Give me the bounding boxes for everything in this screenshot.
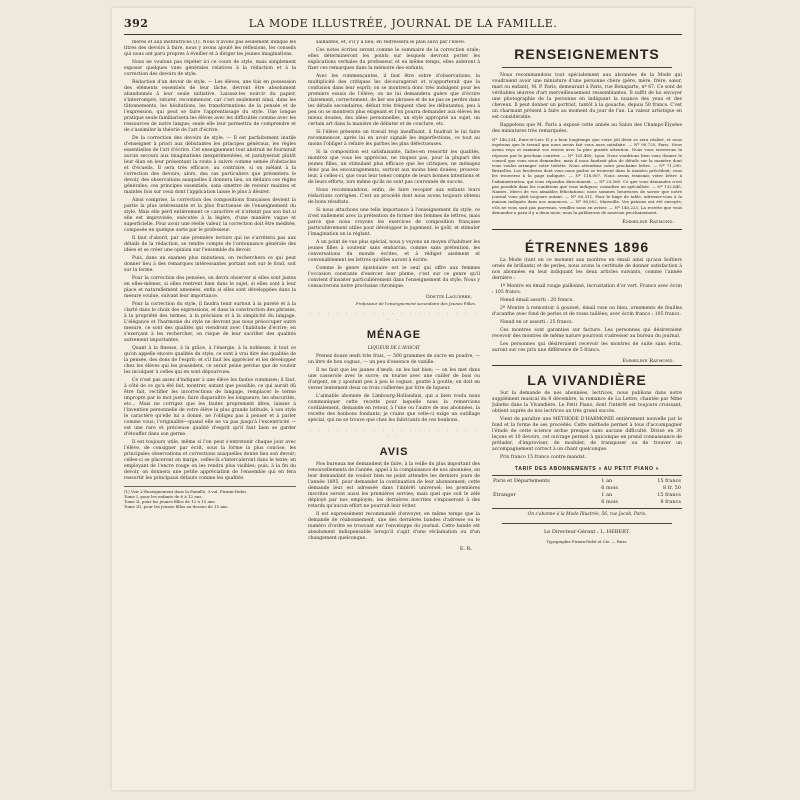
footnote: Tome II, pour les jeunes filles de 12 à 15 ans. xyxy=(124,499,216,504)
paragraph: A un point de vue plus spécial, nous y voyons un moyen d'habituer les jeunes filles à soutenir sans embarras, comme sans prétention, les conversations du monde écrites, et à rédiger aisément et convenablement les lettres qu'elles auront à écrire. xyxy=(308,240,480,263)
tarif-region xyxy=(492,499,600,506)
paragraph: Avec les commençantes, il faut être sobre d'observations; la multiplicité des critiques les découragerait et n'apporterait que la confusion dans leur esprit; on se montrera donc très indulgent pour les premiers essais de l'élève; on ne lui demandera guère que d'écrire clairement, correctement, de lier ses phrases et de ne pas se perdre dans les détails secondaires, défaut très fréquent chez les débutantes; peu à peu on se montrera plus exigeant et l'on pourra demander aux élèves les mieux douées, des idées personnelles, un style approprié au sujet, un certain art dans la manière de débuter et de conclure, etc. xyxy=(308,74,480,127)
paragraph: Ce n'est pas assez d'indiquer à une élève les fautes commises; il faut, à côté de ce qu'a été fait, montrer, autant que possible, ce qui aurait dû être fait, rectifier les incorrections de langage, remplacer le terme impropre par le mot juste, faire disparaître les longueurs, les obscurités, etc... Mais ne corrigez que les fautes proprement dites, laissez à l'invention personnelle de votre élève la plus grande latitude, à son style le caractère qu'elle lui a donné, ne l'obligez pas à penser et à parler comme vous; l'originalité—quand elle ne va pas jusqu'à l'excentricité — est une rare et précieuse qualité d'esprit qu'il faut bien se garder d'étouffer dans son germe. xyxy=(124,378,296,437)
paragraph: Comme le genre épistolaire est le seul qui offre aux femmes l'occasion constante d'exercer leur plume, c'est sur ce genre qu'il convient d'insister particulièrement dans l'enseignement du style. Nous y consacrerons notre prochaine chronique. xyxy=(308,266,480,289)
footnotes xyxy=(124,486,296,509)
paragraph: L'aimable abonnée de Limbourg-Hollandais, qui a bien voulu nous communiquer cette recette pour laquelle nous la remercions cordialement, demande en retour, à l'une ou l'autre de nos abonnées, la recette des bonbons fondants; je crains que celle-ci exige un outillage spécial, qui ne se trouve que chez les fabricants de ces bonbons. xyxy=(308,394,480,423)
section-title-vivandiere: LA VIVANDIÈRE xyxy=(527,372,647,389)
tarif-region xyxy=(492,485,600,492)
paragraph: Pour la correction des pensées, on devra observer si elles sont justes en elles-mêmes, si elles rentrent bien dans le sujet, si elles sont à leur place et naturellement amenées, enfin si elles sont développées dans la mesure voulue, suivant leur importance. xyxy=(124,276,296,299)
paragraph: Nous recommandons tout spécialement aux abonnées de la Mode qui voudraient avoir une miniature d'une personne chère (père, mère, frère, sœur, mari ou enfant), M. P. Paris, demeurant à Paris, rue Bonaparte, nº 67. Ce sont de véritables œuvres d'art merveilleusement ressemblantes. Il suffit de lui envoyer une photographie de la personne en indiquant la nuance des yeux et des cheveux. Il peut donner un portrait, tantôt à la gouache, depuis 50 francs. C'est un charmant présent à faire au moment du jour de l'an. La valeur artistique en est considérable. xyxy=(492,73,682,120)
author-signature: Odette Laguerre, xyxy=(425,294,472,300)
tarif-price: 15 francs xyxy=(657,492,681,499)
paragraph: Si la composition est satisfaisante, faites-en ressortir les qualités, montrez que vous les appréciez, ne risquez pas, pour la plupart des jeunes filles, un stimulant plus efficace que les critiques; ne ménagez donc pas les encouragements, surtout aux moins bien douées; prouvez-leur, à celles-ci, que vous leur tenez compte de leurs bonnes intentions et de leurs efforts, lors même qu'ils ne sont pas couronnés de succès. xyxy=(308,150,480,185)
paragraph: Nous ne voulons pas répéter ici ce cours de style, mais simplement exposer quelques vues générales relatives à la rédaction et à la correction des devoirs de style. xyxy=(124,60,296,77)
paragraph: Les personnes qui désireraient recevoir les montres de suite sans écrin, auront sur ces prix une différence de 5 francs. xyxy=(492,342,682,354)
paragraph: Ces notes écrites seront comme le sommaire de la correction orale; elles détermineront les points sur lesquels devront porter les explications verbales du professeur, et en même temps, elles aideront à fixer ces remarques dans la mémoire des enfants. xyxy=(308,48,480,71)
paragraph: Il est expressément recommandé d'envoyer, en même temps que la demande de réabonnement, une des dernières bandes d'adresse ou le numéro d'ordre se trouvant sur l'enveloppe du journal. Cette bande est absolument indispensable lorsqu'il s'agit d'une réclamation ou d'un changement quelconque. xyxy=(308,512,480,541)
director-gerant: Le Directeur-Gérant : L. HEBERT. xyxy=(543,529,630,536)
paragraph: La Mode (tant en ce moment aux montres en émail ainsi qu'aux boîtiers ornés de brillants) et de perles, nous avons la certitude de donner satisfaction à nos abonnées en leur indiquant les deux articles suivants, comme l'année dernière : xyxy=(492,258,682,282)
paragraph: Puis, dans un examen plus minutieux, on recherchera ce qui peut donner lieu à des remarques intéressantes portant soit sur le fond, soit sur la forme. xyxy=(124,256,296,273)
etrennes-signature: Emmeline Raymond. xyxy=(622,358,674,365)
paragraph: 1º Montre en émail rouge paillonné, incrustation d'or vert. Franco avec écrin : 105 francs. xyxy=(492,284,682,296)
avis-signature: E. R. xyxy=(459,546,472,552)
journal-title: LA MODE ILLUSTRÉE, JOURNAL DE LA FAMILLE. xyxy=(248,17,558,30)
tarif-period: 6 mois xyxy=(601,499,618,506)
paragraph: saillantes, et, s'il y a lieu, en redressera le plan suivi par l'élève. xyxy=(316,40,466,45)
paragraph: Ces montres sont garanties sur facture. Les personnes qui désireraient recevoir des montres de même nature pourront s'adresser au bureau du journal. xyxy=(492,328,682,340)
paragraph: Rédaction d'un devoir de style. — Les élèves, une fois en possession des éléments essentiels de leur tâche, devront être absolument abandonnés à leur seule initiative. Laissez-les noircir du papier, s'interrompre, raturer, recommencer, car c'est seulement ainsi, dans les tâtonnements, les hésitations, les transformations de la pensée et de l'expression, qui peut se faire l'apprentissage du style. Une longue pratique seule familiarisera les élèves avec les difficultés comme avec les ressources de notre langue; seule elle leur permettra de comprendre et de s'assimiler la théorie de l'art d'écrire. xyxy=(124,80,296,133)
table-row xyxy=(492,485,682,492)
tarif-region: Étranger xyxy=(493,492,516,499)
tarif-period: 1 an xyxy=(601,478,613,485)
author-title: Professeur de l'enseignement secondaire des Jeunes Filles. xyxy=(355,301,476,306)
tarif-table xyxy=(492,478,682,506)
footnote: Tome III, pour les jeunes filles au-dessus de 15 ans. xyxy=(124,504,229,509)
paragraph: 2º Montre à remontoir à gousset, émail rose ou bleu, ornements de feuilles d'acanthe avec fond de perles et de roses taillées; avec écrin franco : 105 francs. xyxy=(492,306,682,318)
tarif-price: 8 fr. 50 xyxy=(662,485,681,492)
divider xyxy=(502,67,672,68)
column-left xyxy=(124,40,296,780)
section-title-avis: AVIS xyxy=(379,446,409,458)
ornament-divider: · · · · · · · · · · · · · · · · · · · · · xyxy=(309,311,479,323)
paragraph: Nœud émail assorti : 20 francs. xyxy=(500,298,574,304)
paragraph: Prenez douze œufs très frais, — 500 grammes de sucre en poudre, — un litre de bon cognac, — un peu d'essence de vanille. xyxy=(308,354,480,365)
table-row xyxy=(492,492,682,499)
abonnement-note: On s'abonne à la Mode Illustrée, 56, rue Jacob, Paris. xyxy=(527,512,647,518)
paragraph: Prix franco 15 francs contre mandat. xyxy=(500,455,587,461)
tarif-title: TARIF DES ABONNEMENTS « AU PETIT PIANO » xyxy=(514,466,660,473)
etrennes-section xyxy=(492,229,682,366)
paragraph: Il faut d'abord, par une première lecture qui ne s'arrêtera pas aux détails de la rédaction, se rendre compte de l'ordonnance générale des idées et se créer une opinion sur l'ensemble du devoir. xyxy=(124,236,296,253)
paragraph: Quant à la finesse, à la grâce, à l'énergie, à la noblesse, il tout ce qu'on appelle encore qualités du style, ce sont à vrai dire des qualités de la pensée, des dons de l'esprit; et s'il faut les apprécier et les développer chez les élèves qui les possèdent, ce serait peine perdue que de vouloir les inculquer à celles qui en sont dépourvues. xyxy=(124,346,296,375)
section-title-etrennes: ÉTRENNES 1896 xyxy=(524,239,650,256)
journal-page xyxy=(112,8,694,790)
ornament-divider: · · · · · · · · · · · · · · · · · · · · · xyxy=(309,428,479,440)
section-title-renseignements: RENSEIGNEMENTS xyxy=(514,46,660,62)
section-title-menage: MÉNAGE xyxy=(366,329,422,341)
tarif-table-wrapper xyxy=(492,475,682,509)
paragraph: Vient de paraître une MÉTHODE D'HARMONIE entièrement nouvelle par le fond et la forme de ses procédés. Cette méthode permet à tous d'accompagner l'étude de cette science ardue presque sans aucune difficulté. Divisé en 30 leçons et 10 devoirs, cet ouvrage permet à quiconque en prend connaissance de préluder, d'improviser, de moduler, de transposer ou de trouver un accompagnement correct à un chant quelconque. xyxy=(492,417,682,453)
renseignements-signature: Emmeline Raymond. xyxy=(622,219,674,226)
column-middle xyxy=(308,40,480,780)
paragraph: Ainsi comprise, la correction des compositions françaises devient la partie la plus intéressante et la plus fructueuse de l'enseignement du style. Mais elle perd entièrement ce caractère et n'atteint pas son but si elle est improvisée, exécutée à la légère, d'une manière vague et superficielle. Pour avoir une réelle valeur, la correction doit être méditée, composée en quelque sorte par le professeur. xyxy=(124,198,296,233)
paragraph: Nœud en or assorti : 25 francs. xyxy=(500,320,573,326)
column-right xyxy=(492,40,682,780)
tarif-price: 8 francs xyxy=(660,499,681,506)
page-number: 392 xyxy=(124,17,149,30)
paragraph: Il ne faut que les jaunes d'œufs; on les bat bien; — on les met dans une casserole avec le sucre; on tourne avec une cuiller de bois ou d'argent, en y ajoutant peu à peu le cognac, goutte à goutte; on doit en verser lentement deux ou trois cuillerées par litre de liqueur. xyxy=(308,368,480,391)
paragraph: Pour la correction du style, il faudra tenir surtout à la pureté et à la clarté dans le choix des expressions, et dans la construction des phrases, à la propriété des termes, à la précision et à la simplicité du langage. L'élégance et l'harmonie du style ne devront pas nous préoccuper outre mesure, ce sont des qualités qui viendront avec l'habitude d'écrire; en s'exerçant à les rechercher, on risque de leur sacrifier des qualités autrement importantes. xyxy=(124,302,296,343)
tarif-period: 1 an xyxy=(601,492,613,499)
tarif-region: Paris et Départements xyxy=(493,478,550,485)
table-row xyxy=(492,499,682,506)
paragraph: Rappelons que M. Paris a exposé cette année au Salon des Champs-Élysées des miniatures très remarquées. xyxy=(492,123,682,134)
paragraph: De la correction des devoirs de style. — Il est parfaitement inutile d'enseigner à priori aux débutantes les principes généraux, les règles essentielles de l'art d'écrire. Cet enseignement tout abstrait ne fournirait aucun secours aux imaginations inexpérimentées, et paralyserait plutôt leur élan en leur présentant la route à suivre comme semée d'obstacles et d'écueils. Il sera très efficace, au contraire, si on mêlant à la correction des devoirs; alors, des cas particuliers que présentera le devoir, des observations auxquelles il donnera lieu, on déduira ces règles générales; ces principes essentiels, sans omettre de revenir maintes et maintes fois sur ceux dont l'application laisse le plus à désirer. xyxy=(124,136,296,195)
section-subtitle: LIQUEUR DE L'AVOCAT xyxy=(367,345,421,350)
tarif-price: 15 francs xyxy=(657,478,681,485)
paragraph: Nous recommandons, enfin, de faire recopier aux enfants leurs rédactions corrigées. C'est un procédé dont nous avons toujours obtenu de bons résultats. xyxy=(308,188,480,205)
paragraph: Sur la demande de nos abonnées, lectrices, nous publions dans notre supplément musical du 8 décembre, la romance de La Lettre, chantée par Mme Juliette dans la Vivandière. Le Petit Piano, dont l'intérêt est toujours croissant, obtient auprès de nos lectrices un très grand succès. xyxy=(492,391,682,415)
divider xyxy=(502,523,672,524)
reader-responses: Nº 146,334. Eure-et-Loir. Il y a bien longtemps que votre joli désir se sera réalisé, et nous espérons que le travail que nous avons fait vous aura satisfaite. — Nº 90,720, Paris. Nous avons reçu et examiné vos envois avec la plus grande attention. Nous vous enverrons la réponse par le prochain courrier. — Nº 105,480, Lyon. Nous voudrions bien vous donner le conseil que vous nous demandez; mais il nous faudrait plus de détails sur la manière dont vous voulez arranger votre toilette. Nous attendons votre prochaine lettre. — Nº 71,290, Bruxelles. Les broderies dont vous nous parlez se trouvent dans le numéro précédent; vous les trouverez à la page indiquée. — Nº 118,007. Nous avons transmis votre lettre à l'administration, qui vous répondra directement. — Nº 23,560. Ce que vous demandez n'est pas possible dans les conditions que vous indiquez; consultez un spécialiste. — Nº 132,845, Nantes. Merci de vos aimables félicitations; nous sommes heureuses de savoir que notre journal vous plaît toujours autant. — Nº 60,311. Pour le linge de table, adressez-vous à la maison indiquée dans nos annonces. — Nº 98,002, Marseille. Vos patrons ont été envoyés; s'ils ne vous sont pas parvenus, veuillez nous en aviser. — Nº 140,223. La recette que vous demandez a paru il y a deux mois; nous la publierons de nouveau prochainement. xyxy=(492,137,682,215)
footnote: (1) Voir L'Enseignement dans la Famille, 3 vol. Firmin-Didot. xyxy=(124,489,248,494)
paragraph: Si nous attachons une telle importance à l'enseignement du style, ce n'est nullement avec la prétention de former des femmes de lettres, mais parce que nous croyons les exercices de composition française particulièrement utiles pour développer le jugement, le goût, et stimuler l'imagination en la réglant. xyxy=(308,208,480,237)
tarif-period: 6 mois xyxy=(601,485,618,492)
paragraph: mères et aux institutrices (1). Nous n'avons pas seulement indiqué les titres des devoirs à faire, nous y avons ajouté les réflexions, les conseils qui nous ont paru propres à éveiller et à diriger les jeunes imaginations. xyxy=(124,40,296,57)
table-row xyxy=(492,478,682,485)
page-header xyxy=(124,14,682,35)
footnote: Tome I, pour les enfants de 6 à 12 ans. xyxy=(124,494,203,499)
paragraph: Si l'élève présente un travail trop insuffisant, il faudrait le lui faire recommencer, après lui en avoir signalé les imperfections, ce tout au moins l'obliger à refaire les parties les plus défectueuses. xyxy=(308,130,480,147)
paragraph: Nos bureaux me demandent de faire, à la veille du plus important des renouvellements de l'année, appel à la complaisance de nos abonnées, en leur demandant de vouloir bien ne point attendre les derniers jours de l'année 1895, pour demander la continuation de leur abonnement; cette demande leur est adressée dans l'intérêt universel; les premières inscrites seront aussi les premières servies; mais quel que soit le zèle déployé par nos employés, les dernières inscrites s'exposeront à des retards qu'aucun effort ne pourrait leur éviter. xyxy=(308,462,480,509)
paragraph: Il est toujours utile, même si l'on peut s'entretenir chaque jour avec l'élève, de consigner par écrit, sous la forme la plus concise, les principales observations et corrections auxquelles donne lieu son devoir; celles-ci se placeront en marge, celles-là s'intercaleront dans le texte; en employant de l'encre rouge on les rendra plus visibles; puis, à la fin du devoir, on donnera une petite appréciation de l'ensemble qui en fera ressortir les principaux défauts comme les qualités xyxy=(124,440,296,481)
printer-credit: Typographie Firmin-Didot et Cie. — Paris. xyxy=(546,539,628,545)
